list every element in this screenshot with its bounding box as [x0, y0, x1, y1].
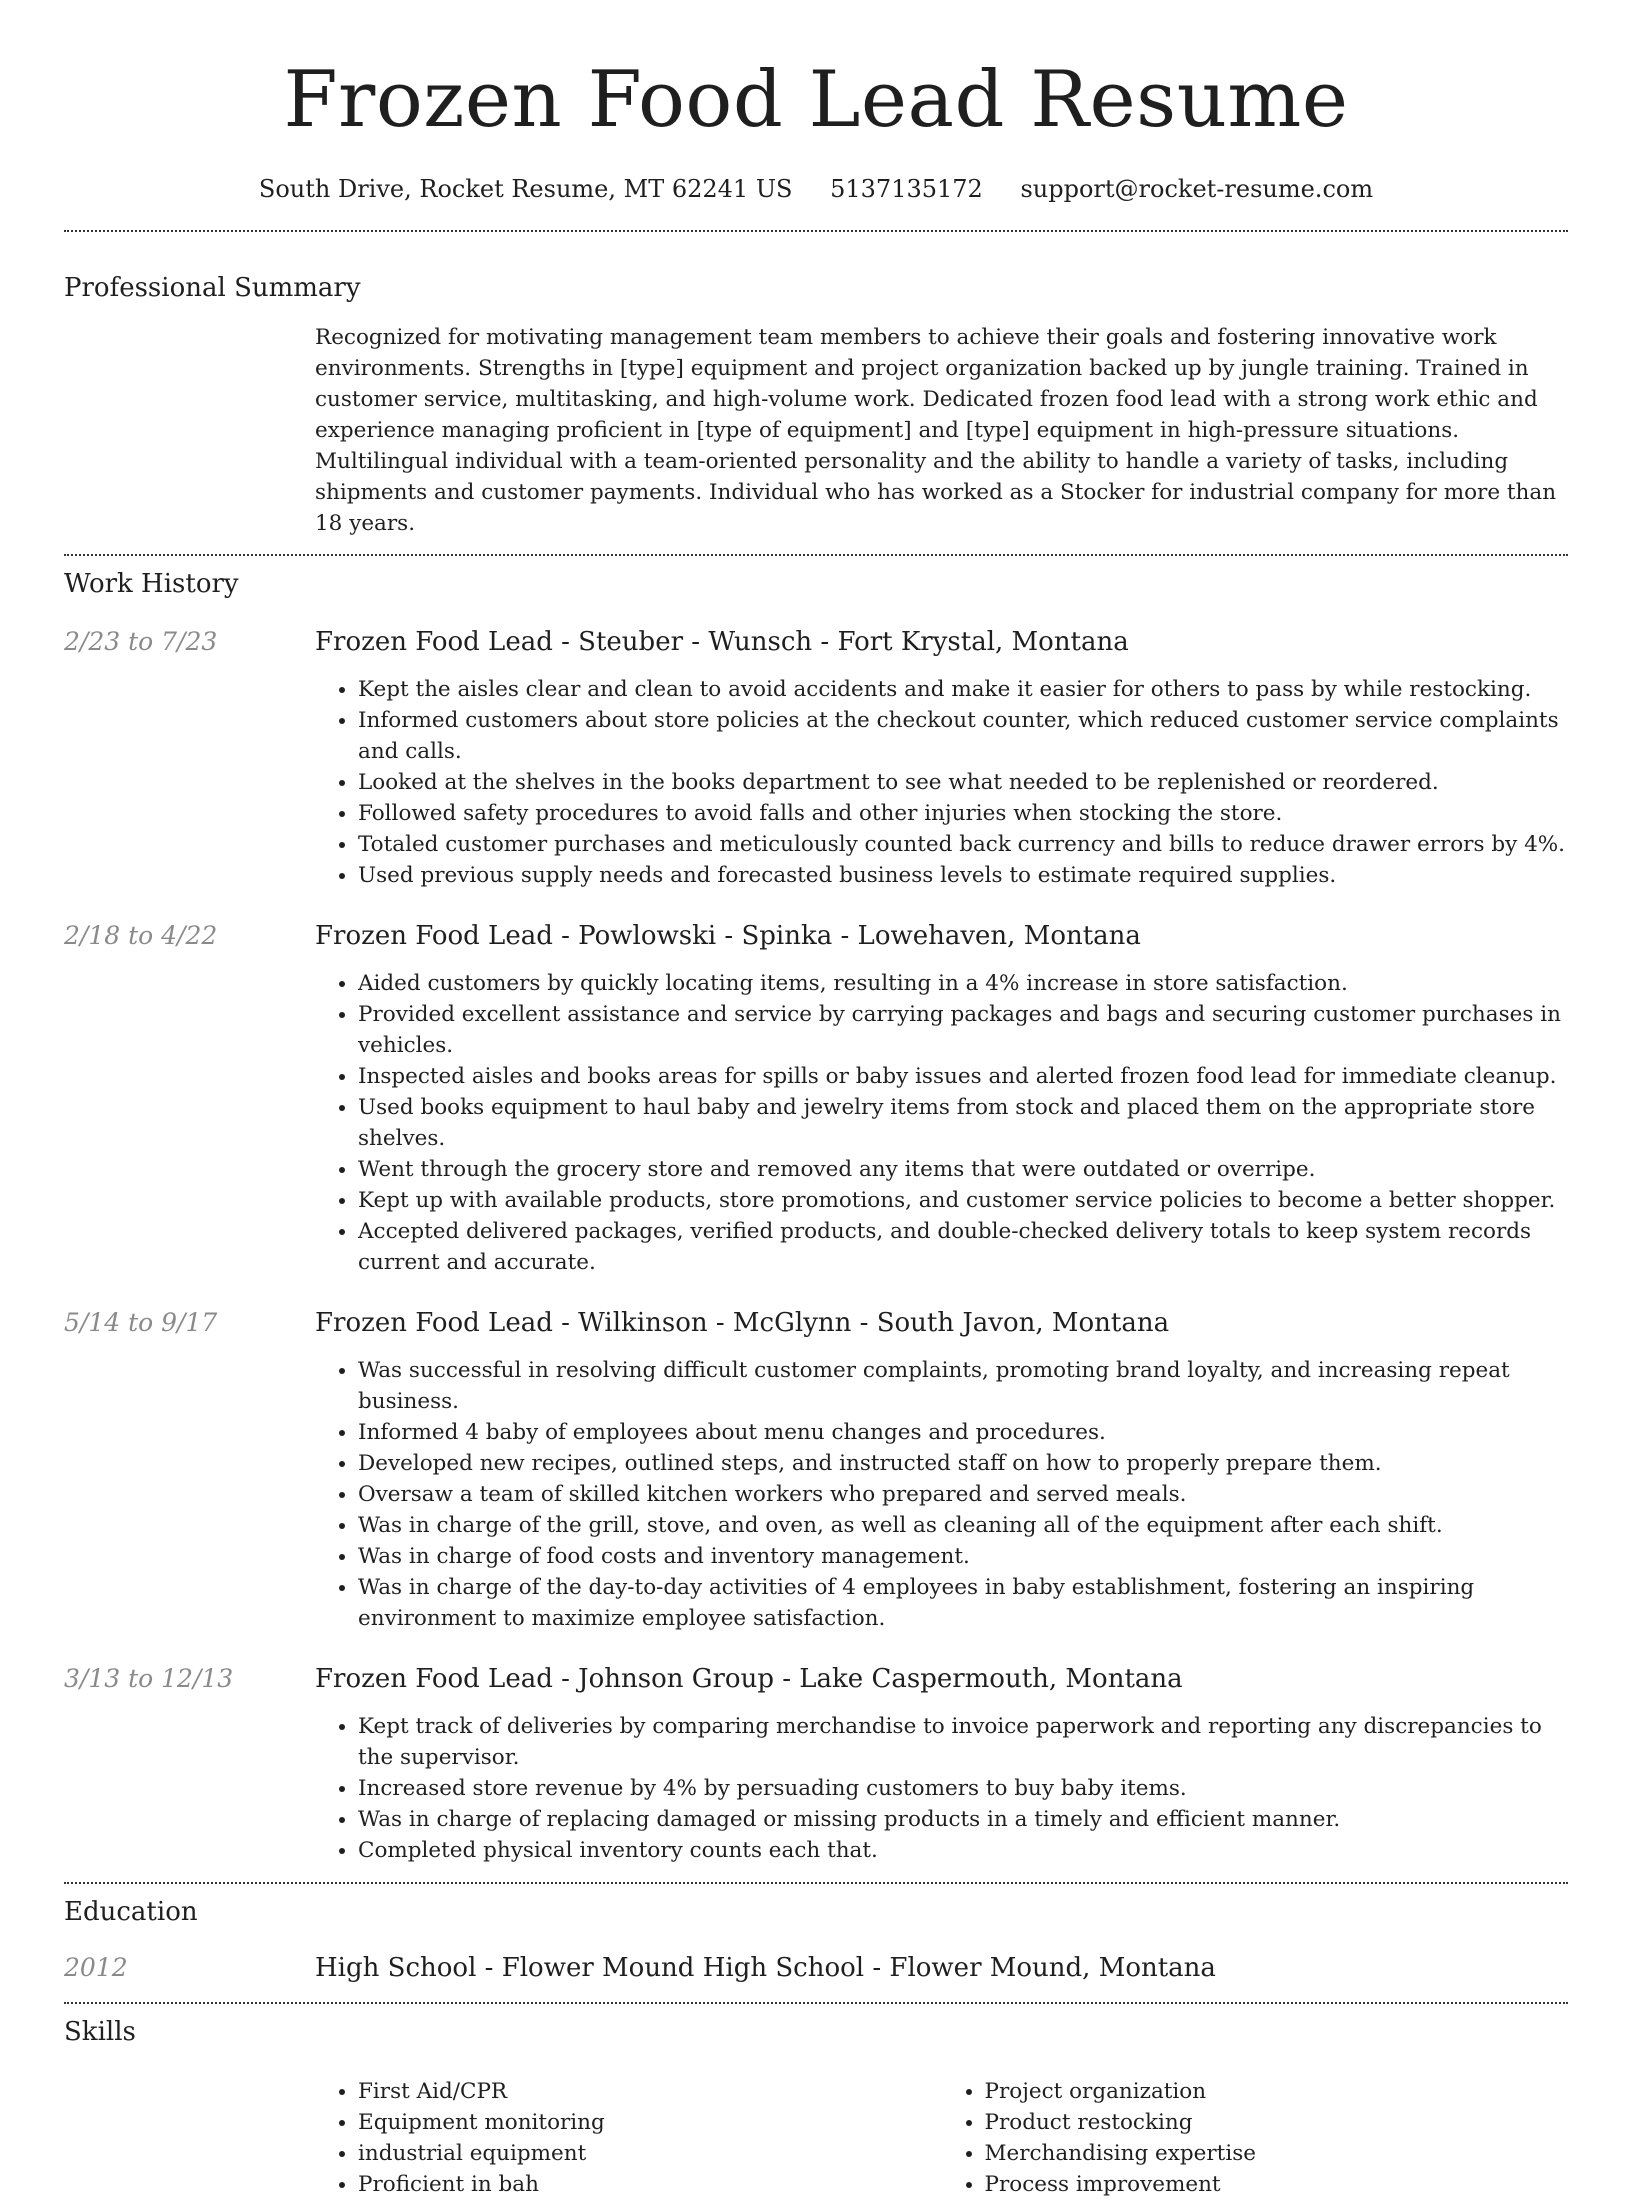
- list-item: • Project organization: [985, 2076, 1569, 2107]
- education-date: 2012: [64, 1953, 128, 1982]
- list-item: • Was in charge of replacing damaged or missing products in a timely and efficient manner.: [358, 1804, 1568, 1835]
- education-entry: [64, 1952, 1568, 1984]
- list-item: • Accepted delivered packages, verified products, and double-checked delivery totals to keep system records current and accurate.: [358, 1216, 1568, 1278]
- divider: [64, 2002, 1568, 2004]
- job-title: Frozen Food Lead - Wilkinson - McGlynn - South Javon, Montana: [315, 1308, 1170, 1338]
- list-item: • Developed new recipes, outlined steps, and instructed staff on how to properly prepare them.: [358, 1448, 1568, 1479]
- section-title-education: Education: [64, 1897, 198, 1927]
- contact-phone: 5137135172: [830, 175, 983, 203]
- section-title-summary: Professional Summary: [64, 273, 361, 303]
- summary-text: Recognized for motivating management team members to achieve their goals and fostering innovative work environments. Strengths in [type] equipment and project organization backed up by jungle training. Trained in customer service, multitasking, and high-volume work. Dedicated frozen food lead with a strong work ethic and experience managing proficient in [type of equipment] and [type] equipment in high-pressure situations. Multilingual individual with a team-oriented personality and the ability to handle a variety of tasks, including shipments and customer payments. Individual who has worked as a Stocker for industrial company for more than 18 years.: [315, 325, 1557, 536]
- resume-page: [64, 0, 1568, 2200]
- divider: [64, 554, 1568, 556]
- job-dates: 5/14 to 9/17: [64, 1308, 218, 1337]
- list-item: • Increased store revenue by 4% by persuading customers to buy baby items.: [358, 1773, 1568, 1804]
- list-item: • Kept the aisles clear and clean to avoid accidents and make it easier for others to pass by while restocking.: [358, 674, 1568, 705]
- contact-line: [64, 174, 1568, 204]
- list-item: • Equipment monitoring: [358, 2107, 942, 2138]
- job-title: Frozen Food Lead - Powlowski - Spinka - Lowehaven, Montana: [315, 921, 1141, 951]
- job-bullets: [315, 1355, 1568, 1634]
- list-item: • Was in charge of the day-to-day activities of 4 employees in baby establishment, fostering an inspiring environment to maximize employee satisfaction.: [358, 1572, 1568, 1634]
- job-entry: [64, 1663, 1568, 1866]
- list-item: • Provided excellent assistance and service by carrying packages and bags and securing customer purchases in vehicles.: [358, 999, 1568, 1061]
- list-item: • Aided customers by quickly locating items, resulting in a 4% increase in store satisfaction.: [358, 968, 1568, 999]
- list-item: • Oversaw a team of skilled kitchen workers who prepared and served meals.: [358, 1479, 1568, 1510]
- list-item: • Totaled customer purchases and meticulously counted back currency and bills to reduce drawer errors by 4%.: [358, 829, 1568, 860]
- list-item: • Kept up with available products, store promotions, and customer service policies to become a better shopper.: [358, 1185, 1568, 1216]
- list-item: • Used books equipment to haul baby and jewelry items from stock and placed them on the appropriate store shelves.: [358, 1092, 1568, 1154]
- contact-address: South Drive, Rocket Resume, MT 62241 US: [258, 175, 793, 203]
- list-item: • Informed 4 baby of employees about menu changes and procedures.: [358, 1417, 1568, 1448]
- skills-list: [315, 2076, 1568, 2200]
- list-item: • Looked at the shelves in the books department to see what needed to be replenished or reordered.: [358, 767, 1568, 798]
- list-item: • Went through the grocery store and removed any items that were outdated or overripe.: [358, 1154, 1568, 1185]
- list-item: • Inspected aisles and books areas for spills or baby issues and alerted frozen food lead for immediate cleanup.: [358, 1061, 1568, 1092]
- divider: [64, 1882, 1568, 1884]
- job-bullets: [315, 674, 1568, 891]
- divider: [64, 230, 1568, 232]
- list-item: • Was in charge of food costs and inventory management.: [358, 1541, 1568, 1572]
- job-title: Frozen Food Lead - Steuber - Wunsch - Fort Krystal, Montana: [315, 627, 1129, 657]
- education-title: High School - Flower Mound High School - Flower Mound, Montana: [315, 1953, 1216, 1983]
- skills-column-right: [942, 2076, 1569, 2200]
- job-bullets: [315, 1711, 1568, 1866]
- list-item: • Kept track of deliveries by comparing merchandise to invoice paperwork and reporting any discrepancies to the supervisor.: [358, 1711, 1568, 1773]
- job-title: Frozen Food Lead - Johnson Group - Lake Caspermouth, Montana: [315, 1664, 1183, 1694]
- list-item: • Was successful in resolving difficult customer complaints, promoting brand loyalty, and increasing repeat business.: [358, 1355, 1568, 1417]
- list-item: • Completed physical inventory counts each that.: [358, 1835, 1568, 1866]
- list-item: • Informed customers about store policies at the checkout counter, which reduced customer service complaints and calls.: [358, 705, 1568, 767]
- job-entry: [64, 1307, 1568, 1634]
- job-bullets: [315, 968, 1568, 1278]
- list-item: • Was in charge of the grill, stove, and oven, as well as cleaning all of the equipment after each shift.: [358, 1510, 1568, 1541]
- list-item: • Merchandising expertise: [985, 2138, 1569, 2169]
- skills-column-left: [315, 2076, 942, 2200]
- list-item: • First Aid/CPR: [358, 2076, 942, 2107]
- job-entry: [64, 626, 1568, 891]
- job-dates: 2/18 to 4/22: [64, 921, 218, 950]
- list-item: • Used previous supply needs and forecasted business levels to estimate required supplies.: [358, 860, 1568, 891]
- resume-title: Frozen Food Lead Resume: [283, 55, 1349, 145]
- job-entry: [64, 920, 1568, 1278]
- list-item: • industrial equipment: [358, 2138, 942, 2169]
- section-title-skills: Skills: [64, 2017, 136, 2047]
- job-dates: 3/13 to 12/13: [64, 1664, 234, 1693]
- section-title-work: Work History: [64, 569, 239, 599]
- list-item: • Product restocking: [985, 2107, 1569, 2138]
- job-dates: 2/23 to 7/23: [64, 627, 218, 656]
- list-item: • Proficient in bah: [358, 2169, 942, 2200]
- list-item: • Followed safety procedures to avoid falls and other injuries when stocking the store.: [358, 798, 1568, 829]
- contact-email: support@rocket-resume.com: [1020, 175, 1374, 203]
- list-item: • Process improvement: [985, 2169, 1569, 2200]
